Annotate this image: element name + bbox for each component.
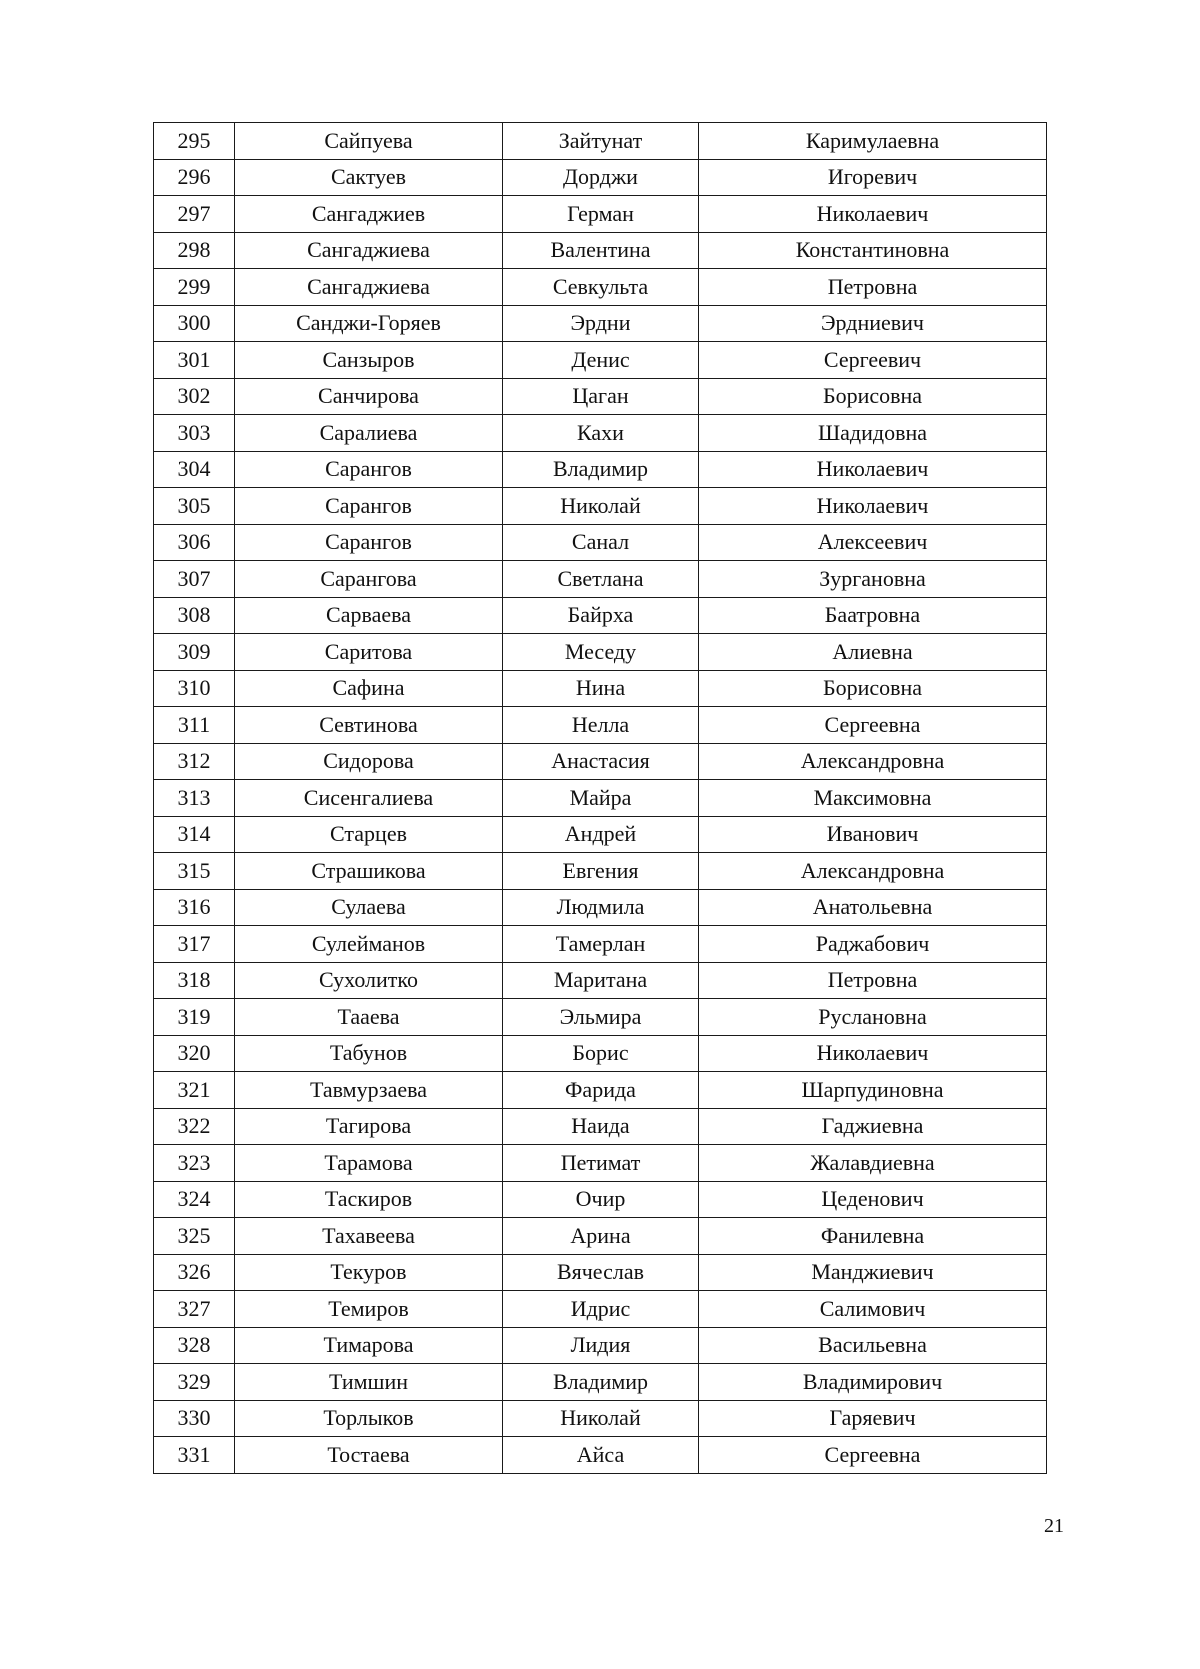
table-row [154,1218,1047,1255]
row-number-cell: 327 [154,1291,235,1328]
first-name-cell: Светлана [503,561,699,598]
last-name-cell: Сангаджиева [235,232,503,269]
patronymic-cell: Николаевич [699,1035,1047,1072]
table-row [154,378,1047,415]
last-name-cell: Торлыков [235,1400,503,1437]
first-name-cell: Денис [503,342,699,379]
last-name-cell: Сидорова [235,743,503,780]
last-name-cell: Санджи-Горяев [235,305,503,342]
last-name-cell: Старцев [235,816,503,853]
table-row [154,1035,1047,1072]
row-number-cell: 314 [154,816,235,853]
table-row [154,1437,1047,1474]
table-row [154,269,1047,306]
row-number-cell: 311 [154,707,235,744]
patronymic-cell: Жалавдиевна [699,1145,1047,1182]
row-number-cell: 308 [154,597,235,634]
table-row [154,962,1047,999]
row-number-cell: 325 [154,1218,235,1255]
first-name-cell: Евгения [503,853,699,890]
patronymic-cell: Сергеевна [699,1437,1047,1474]
last-name-cell: Сактуев [235,159,503,196]
last-name-cell: Сарангов [235,488,503,525]
patronymic-cell: Алексеевич [699,524,1047,561]
row-number-cell: 315 [154,853,235,890]
last-name-cell: Сулейманов [235,926,503,963]
patronymic-cell: Анатольевна [699,889,1047,926]
first-name-cell: Нина [503,670,699,707]
table-row [154,1072,1047,1109]
last-name-cell: Тимарова [235,1327,503,1364]
row-number-cell: 301 [154,342,235,379]
table-row [154,743,1047,780]
first-name-cell: Айса [503,1437,699,1474]
table-row [154,342,1047,379]
first-name-cell: Идрис [503,1291,699,1328]
table-row [154,1181,1047,1218]
table-row [154,926,1047,963]
table-row [154,1327,1047,1364]
last-name-cell: Саралиева [235,415,503,452]
row-number-cell: 324 [154,1181,235,1218]
last-name-cell: Сулаева [235,889,503,926]
table-row [154,488,1047,525]
table-body [154,123,1047,1474]
first-name-cell: Нелла [503,707,699,744]
patronymic-cell: Раджабович [699,926,1047,963]
row-number-cell: 323 [154,1145,235,1182]
first-name-cell: Маритана [503,962,699,999]
table-row [154,634,1047,671]
patronymic-cell: Владимирович [699,1364,1047,1401]
last-name-cell: Сайпуева [235,123,503,160]
last-name-cell: Сангаджиева [235,269,503,306]
row-number-cell: 319 [154,999,235,1036]
row-number-cell: 321 [154,1072,235,1109]
last-name-cell: Санзыров [235,342,503,379]
first-name-cell: Эльмира [503,999,699,1036]
name-table [153,122,1047,1474]
last-name-cell: Сухолитко [235,962,503,999]
first-name-cell: Петимат [503,1145,699,1182]
first-name-cell: Севкульта [503,269,699,306]
last-name-cell: Табунов [235,1035,503,1072]
last-name-cell: Тостаева [235,1437,503,1474]
table-row [154,415,1047,452]
patronymic-cell: Алиевна [699,634,1047,671]
patronymic-cell: Цеденович [699,1181,1047,1218]
patronymic-cell: Александровна [699,743,1047,780]
table-row [154,451,1047,488]
last-name-cell: Сангаджиев [235,196,503,233]
patronymic-cell: Фанилевна [699,1218,1047,1255]
table-row [154,1145,1047,1182]
row-number-cell: 300 [154,305,235,342]
table-row [154,707,1047,744]
first-name-cell: Герман [503,196,699,233]
row-number-cell: 320 [154,1035,235,1072]
row-number-cell: 302 [154,378,235,415]
row-number-cell: 317 [154,926,235,963]
patronymic-cell: Сергеевич [699,342,1047,379]
row-number-cell: 296 [154,159,235,196]
patronymic-cell: Руслановна [699,999,1047,1036]
table-row [154,780,1047,817]
table-row [154,232,1047,269]
patronymic-cell: Эрдниевич [699,305,1047,342]
page-number: 21 [1044,1515,1064,1537]
first-name-cell: Валентина [503,232,699,269]
row-number-cell: 307 [154,561,235,598]
first-name-cell: Борис [503,1035,699,1072]
row-number-cell: 322 [154,1108,235,1145]
patronymic-cell: Сергеевна [699,707,1047,744]
patronymic-cell: Петровна [699,962,1047,999]
table-row [154,1291,1047,1328]
first-name-cell: Тамерлан [503,926,699,963]
row-number-cell: 303 [154,415,235,452]
last-name-cell: Темиров [235,1291,503,1328]
table-row [154,196,1047,233]
patronymic-cell: Васильевна [699,1327,1047,1364]
first-name-cell: Лидия [503,1327,699,1364]
row-number-cell: 328 [154,1327,235,1364]
last-name-cell: Тагирова [235,1108,503,1145]
last-name-cell: Тарамова [235,1145,503,1182]
last-name-cell: Сарангов [235,524,503,561]
patronymic-cell: Борисовна [699,670,1047,707]
first-name-cell: Андрей [503,816,699,853]
last-name-cell: Тавмурзаева [235,1072,503,1109]
row-number-cell: 304 [154,451,235,488]
patronymic-cell: Шарпудиновна [699,1072,1047,1109]
table-row [154,597,1047,634]
table-row [154,853,1047,890]
patronymic-cell: Шадидовна [699,415,1047,452]
patronymic-cell: Николаевич [699,451,1047,488]
last-name-cell: Сарангов [235,451,503,488]
first-name-cell: Цаган [503,378,699,415]
row-number-cell: 312 [154,743,235,780]
patronymic-cell: Салимович [699,1291,1047,1328]
first-name-cell: Меседу [503,634,699,671]
row-number-cell: 318 [154,962,235,999]
last-name-cell: Санчирова [235,378,503,415]
first-name-cell: Наида [503,1108,699,1145]
table-row [154,670,1047,707]
patronymic-cell: Игоревич [699,159,1047,196]
last-name-cell: Сисенгалиева [235,780,503,817]
last-name-cell: Таскиров [235,1181,503,1218]
table-row [154,1108,1047,1145]
table-row [154,561,1047,598]
patronymic-cell: Петровна [699,269,1047,306]
patronymic-cell: Зургановна [699,561,1047,598]
last-name-cell: Севтинова [235,707,503,744]
first-name-cell: Майра [503,780,699,817]
last-name-cell: Сафина [235,670,503,707]
patronymic-cell: Каримулаевна [699,123,1047,160]
first-name-cell: Очир [503,1181,699,1218]
row-number-cell: 295 [154,123,235,160]
row-number-cell: 330 [154,1400,235,1437]
patronymic-cell: Александровна [699,853,1047,890]
row-number-cell: 306 [154,524,235,561]
first-name-cell: Кахи [503,415,699,452]
last-name-cell: Саритова [235,634,503,671]
table-row [154,1400,1047,1437]
patronymic-cell: Максимовна [699,780,1047,817]
row-number-cell: 297 [154,196,235,233]
last-name-cell: Тимшин [235,1364,503,1401]
row-number-cell: 331 [154,1437,235,1474]
row-number-cell: 310 [154,670,235,707]
last-name-cell: Сарваева [235,597,503,634]
row-number-cell: 326 [154,1254,235,1291]
last-name-cell: Сарангова [235,561,503,598]
first-name-cell: Владимир [503,451,699,488]
patronymic-cell: Константиновна [699,232,1047,269]
row-number-cell: 305 [154,488,235,525]
row-number-cell: 313 [154,780,235,817]
first-name-cell: Николай [503,1400,699,1437]
patronymic-cell: Иванович [699,816,1047,853]
last-name-cell: Тахавеева [235,1218,503,1255]
row-number-cell: 329 [154,1364,235,1401]
first-name-cell: Зайтунат [503,123,699,160]
first-name-cell: Николай [503,488,699,525]
first-name-cell: Вячеслав [503,1254,699,1291]
first-name-cell: Эрдни [503,305,699,342]
patronymic-cell: Борисовна [699,378,1047,415]
patronymic-cell: Манджиевич [699,1254,1047,1291]
first-name-cell: Байрха [503,597,699,634]
table-row [154,999,1047,1036]
patronymic-cell: Николаевич [699,488,1047,525]
last-name-cell: Тааева [235,999,503,1036]
patronymic-cell: Гаряевич [699,1400,1047,1437]
first-name-cell: Людмила [503,889,699,926]
row-number-cell: 298 [154,232,235,269]
table-row [154,816,1047,853]
patronymic-cell: Гаджиевна [699,1108,1047,1145]
first-name-cell: Владимир [503,1364,699,1401]
row-number-cell: 309 [154,634,235,671]
row-number-cell: 299 [154,269,235,306]
first-name-cell: Дорджи [503,159,699,196]
first-name-cell: Арина [503,1218,699,1255]
row-number-cell: 316 [154,889,235,926]
last-name-cell: Страшикова [235,853,503,890]
table-row [154,123,1047,160]
last-name-cell: Текуров [235,1254,503,1291]
table-row [154,1254,1047,1291]
table-row [154,305,1047,342]
patronymic-cell: Николаевич [699,196,1047,233]
first-name-cell: Фарида [503,1072,699,1109]
table-row [154,159,1047,196]
table-row [154,524,1047,561]
table-row [154,1364,1047,1401]
first-name-cell: Анастасия [503,743,699,780]
first-name-cell: Санал [503,524,699,561]
table-row [154,889,1047,926]
patronymic-cell: Баатровна [699,597,1047,634]
